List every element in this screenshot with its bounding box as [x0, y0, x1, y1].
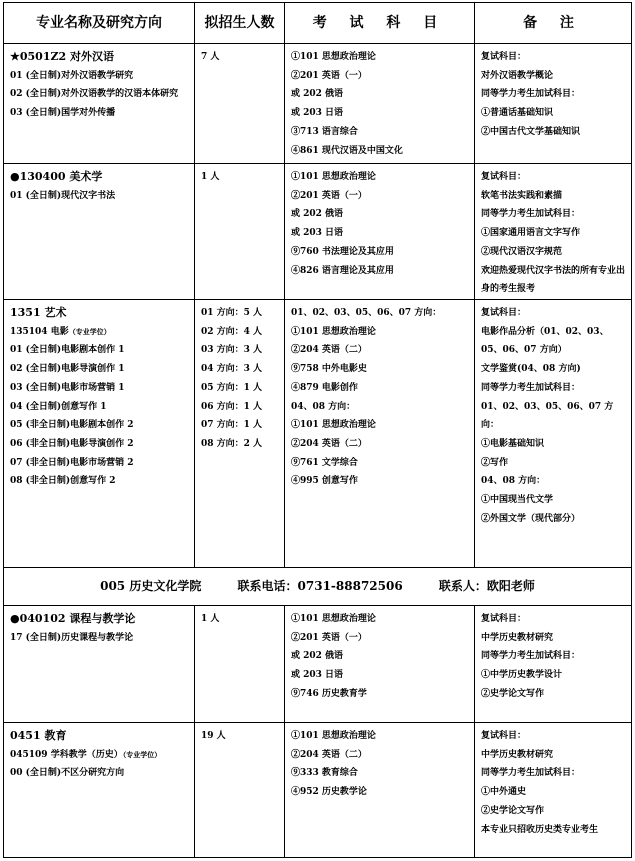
table-row [4, 606, 632, 723]
note-line: 同等学力考生加试科目： [481, 89, 581, 100]
exam-item: ②204 英语（二） [291, 749, 367, 760]
major-title: ●040102 课程与教学论 [10, 612, 136, 625]
major-title: 1351 艺术 [10, 306, 67, 319]
quota: 04 方向：3 人 [201, 364, 263, 375]
note-line: ①中学历史教学设计 [481, 670, 563, 681]
major-title: 0451 教育 [10, 729, 67, 742]
quota: 06 方向：1 人 [201, 401, 263, 412]
notes-cell [475, 44, 632, 164]
note-line: 复试科目： [481, 731, 527, 741]
note-line: 软笔书法实践和素描 [481, 190, 563, 201]
direction: 03 (全日制)电影市场营销 1 [10, 382, 125, 393]
table-row [4, 164, 632, 300]
exam-item: ①101 思想政治理论 [291, 326, 376, 337]
exam-item: ⑨761 文学综合 [291, 457, 358, 468]
note-line: 欢迎热爱现代汉字书法的所有专业出身的考生报考 [481, 265, 626, 295]
college-phone: 联系电话：0731-88872506 [237, 579, 403, 594]
degree-line [10, 323, 189, 342]
note-line: ②写作 [481, 457, 509, 468]
header-major: 专业名称及研究方向 [4, 3, 195, 44]
exam-item: ②201 英语（一） [291, 70, 367, 81]
note-line: ②现代汉语汉字规范 [481, 246, 563, 257]
exam-item: ①101 思想政治理论 [291, 172, 376, 182]
direction: 07 (非全日制)电影市场营销 2 [10, 457, 134, 468]
header-notes: 备 注 [475, 3, 632, 44]
direction: 02 (全日制)对外汉语教学的汉语本体研究 [10, 89, 179, 100]
major-cell [4, 164, 195, 300]
degree-tag: （专业学位） [122, 749, 162, 759]
note-line: 本专业只招收历史类专业考生 [481, 824, 599, 835]
exam-item: ②201 英语（一） [291, 632, 367, 643]
note-line: 对外汉语教学概论 [481, 70, 554, 81]
direction: 01 (全日制)现代汉字书法 [10, 190, 116, 201]
quota: 7 人 [201, 52, 220, 62]
exam-item: ②201 英语（一） [291, 190, 367, 201]
direction: 03 (全日制)国学对外传播 [10, 108, 116, 119]
note-line: 中学历史教材研究 [481, 749, 554, 760]
degree-code: 045109 学科教学（历史） [10, 749, 123, 760]
degree-tag: （专业学位） [68, 326, 111, 336]
admissions-table [3, 2, 632, 858]
note-line: 同等学力考生加试科目： [481, 768, 581, 779]
exams-cell [285, 44, 475, 164]
exam-item: ①101 思想政治理论 [291, 614, 376, 624]
header-row [4, 3, 632, 44]
major-cell [4, 606, 195, 723]
note-line: ②史学论文写作 [481, 805, 545, 816]
direction: 01 (全日制)对外汉语教学研究 [10, 70, 134, 81]
degree-code: 135104 电影 [10, 326, 69, 337]
exam-item: ⑨760 书法理论及其应用 [291, 246, 394, 257]
note-line: 复试科目： [481, 614, 527, 624]
exam-item: ②204 英语（二） [291, 438, 367, 449]
exams-cell [285, 300, 475, 568]
exam-item: ④879 电影创作 [291, 382, 358, 393]
exam-item: ⑨333 教育综合 [291, 768, 358, 779]
quota-cell [195, 300, 285, 568]
quota: 1 人 [201, 614, 220, 624]
exam-item: 或 203 日语 [291, 108, 344, 119]
quota: 1 人 [201, 172, 220, 182]
quota: 07 方向：1 人 [201, 420, 263, 431]
direction: 04 (全日制)创意写作 1 [10, 401, 107, 412]
quota: 03 方向：3 人 [201, 345, 263, 356]
note-line: 04、08 方向： [481, 476, 546, 487]
major-title: ●130400 美术学 [10, 170, 103, 183]
direction: 05 (非全日制)电影剧本创作 2 [10, 420, 134, 431]
quota: 08 方向：2 人 [201, 438, 263, 449]
exam-item: ①101 思想政治理论 [291, 52, 376, 62]
note-line: 同等学力考生加试科目： [481, 382, 581, 393]
notes-cell [475, 606, 632, 723]
degree-line [10, 746, 189, 765]
header-quota: 拟招生人数 [195, 3, 285, 44]
exam-group-label: 04、08 方向： [291, 401, 356, 412]
exam-item: 或 203 日语 [291, 228, 344, 239]
direction: 08 (非全日制)创意写作 2 [10, 476, 116, 487]
quota: 01 方向：5 人 [201, 308, 263, 318]
exam-item: 或 202 俄语 [291, 209, 344, 220]
exam-group-label: 01、02、03、05、06、07 方向： [291, 308, 442, 318]
direction: 17 (全日制)历史课程与教学论 [10, 632, 134, 643]
quota: 19 人 [201, 731, 226, 741]
major-cell [4, 723, 195, 858]
exam-item: ③713 语言综合 [291, 126, 358, 137]
note-line: 文学鉴赏(04、08 方向) [481, 364, 581, 375]
exam-item: ④826 语言理论及其应用 [291, 265, 394, 276]
note-line: 复试科目： [481, 52, 527, 62]
header-exams: 考 试 科 目 [285, 3, 475, 44]
exam-item: ④861 现代汉语及中国文化 [291, 145, 403, 156]
note-line: ①中外通史 [481, 787, 527, 798]
exams-cell [285, 606, 475, 723]
major-title: ★0501Z2 对外汉语 [10, 50, 114, 63]
major-cell [4, 44, 195, 164]
note-line: 电影作品分析（01、02、03、05、06、07 方向） [481, 326, 609, 356]
quota-cell [195, 606, 285, 723]
quota-cell [195, 44, 285, 164]
note-line: 同等学力考生加试科目： [481, 651, 581, 662]
exam-item: 或 203 日语 [291, 670, 344, 681]
note-line: 复试科目： [481, 172, 527, 182]
exams-cell [285, 723, 475, 858]
exam-item: 或 202 俄语 [291, 89, 344, 100]
exam-item: ①101 思想政治理论 [291, 420, 376, 431]
direction: 06 (非全日制)电影导演创作 2 [10, 438, 134, 449]
note-line: 同等学力考生加试科目： [481, 209, 581, 220]
quota-cell [195, 164, 285, 300]
note-line: ①国家通用语言文字写作 [481, 228, 581, 239]
note-line: 中学历史教材研究 [481, 632, 554, 643]
exam-item: ④952 历史教学论 [291, 787, 367, 798]
quota-cell [195, 723, 285, 858]
note-line: ①普通话基础知识 [481, 108, 554, 119]
direction: 01 (全日制)电影剧本创作 1 [10, 345, 125, 356]
exam-item: 或 202 俄语 [291, 651, 344, 662]
exam-item: ④995 创意写作 [291, 476, 358, 487]
college-contact: 联系人：欧阳老师 [438, 579, 535, 594]
section-header-row [4, 568, 632, 606]
college-header [4, 568, 632, 606]
note-line: ②中国古代文学基础知识 [481, 126, 581, 137]
exam-item: ⑨746 历史教育学 [291, 688, 367, 699]
note-line: ①电影基础知识 [481, 438, 545, 449]
note-line: 复试科目： [481, 308, 527, 318]
exam-item: ①101 思想政治理论 [291, 731, 376, 741]
notes-cell [475, 164, 632, 300]
notes-cell [475, 723, 632, 858]
exam-item: ②204 英语（二） [291, 345, 367, 356]
note-line: ②外国文学（现代部分） [481, 513, 581, 524]
direction: 02 (全日制)电影导演创作 1 [10, 364, 125, 375]
quota: 05 方向：1 人 [201, 382, 263, 393]
note-line: ①中国现当代文学 [481, 495, 554, 506]
table-row [4, 44, 632, 164]
exam-item: ⑨758 中外电影史 [291, 364, 367, 375]
quota: 02 方向：4 人 [201, 326, 263, 337]
direction: 00 (全日制)不区分研究方向 [10, 768, 125, 779]
major-cell [4, 300, 195, 568]
table-row [4, 723, 632, 858]
exams-cell [285, 164, 475, 300]
college-name: 005 历史文化学院 [100, 579, 202, 594]
notes-cell [475, 300, 632, 568]
note-line: ②史学论文写作 [481, 688, 545, 699]
note-line: 01、02、03、05、06、07 方向： [481, 401, 614, 431]
table-row [4, 300, 632, 568]
